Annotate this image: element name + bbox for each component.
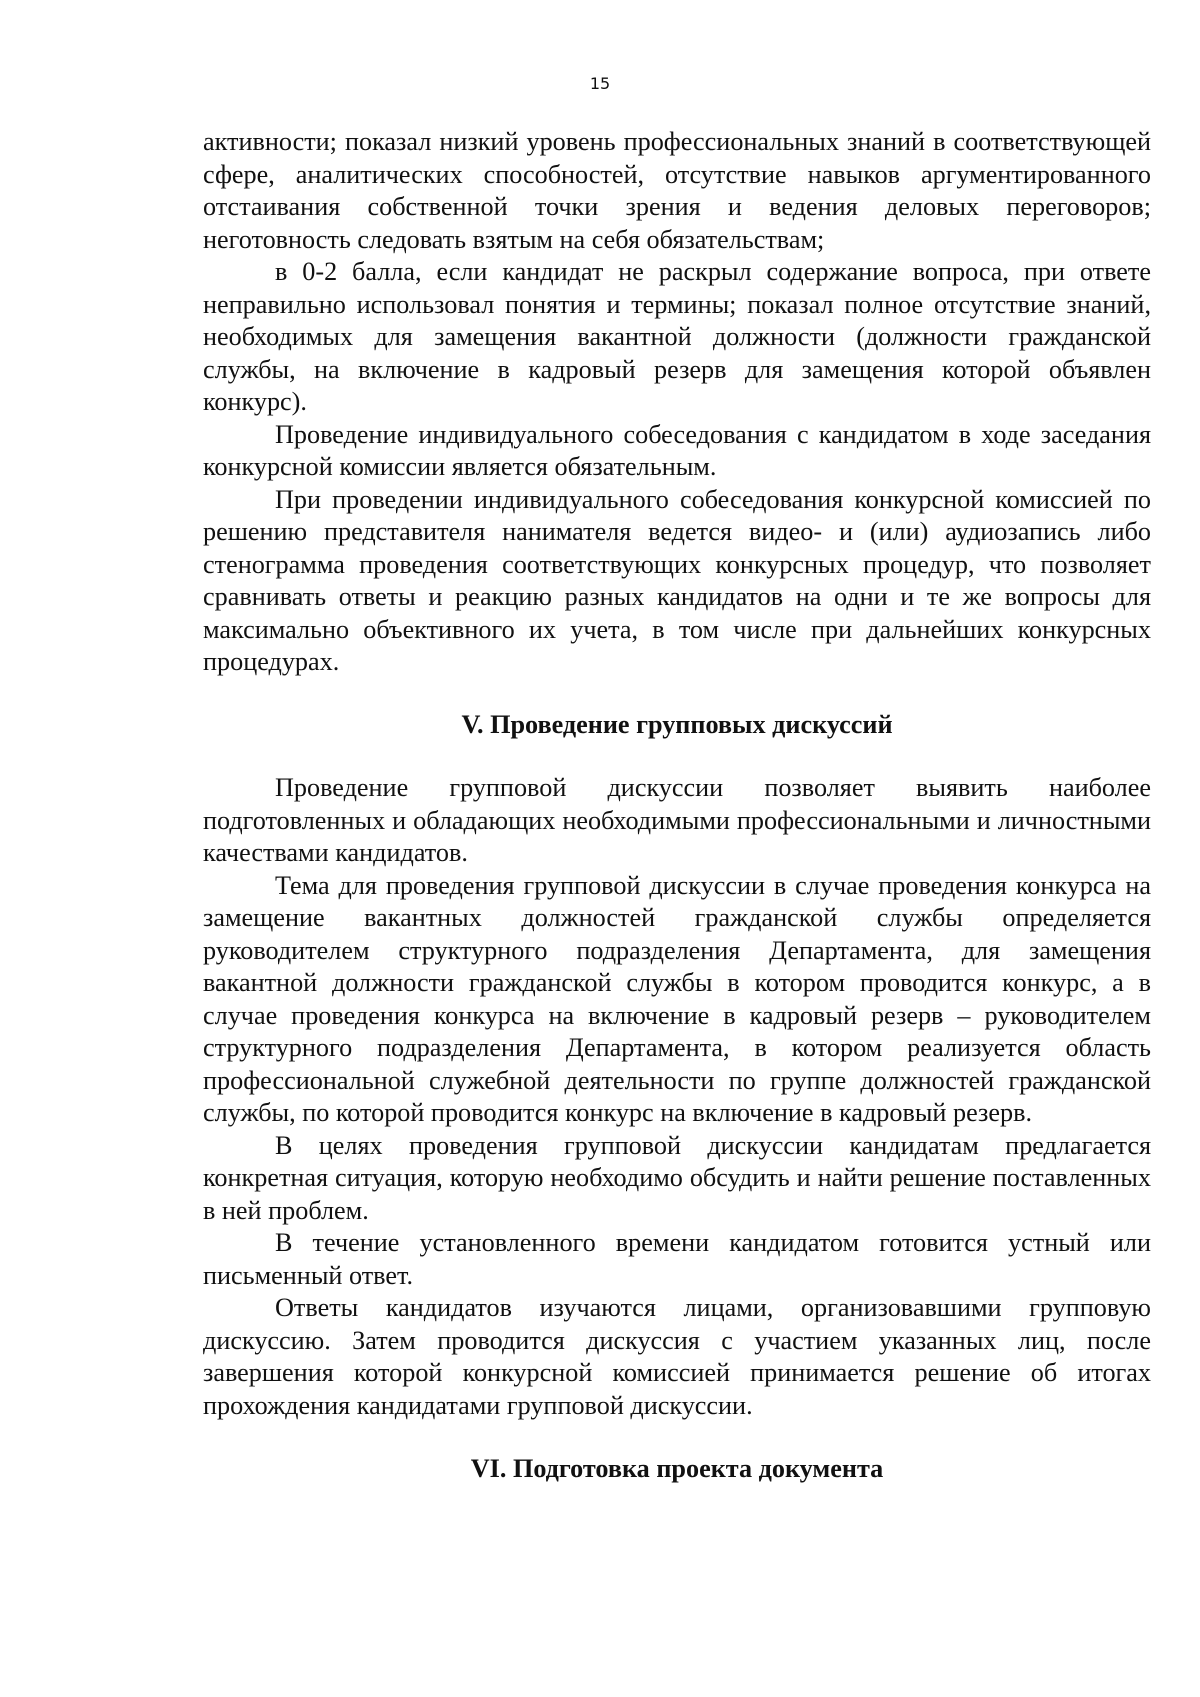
paragraph-continuation: активности; показал низкий уровень профессиональных знаний в соответствующей сфере, аналитических способностей, отсутствие навыков аргументированного отстаивания собственной точки зрения и ведения деловых переговоров; неготовность следовать взятым на себя обязательствам; <box>203 127 1151 254</box>
paragraph: В течение установленного времени кандидатом готовится устный или письменный ответ. <box>203 1228 1151 1290</box>
paragraph: Тема для проведения групповой дискуссии в случае проведения конкурса на замещение вакантных должностей гражданской службы определяется руководителем структурного подразделения Департамента, для замещения вакантной должности гражданской службы в котором проводится конкурс, а в случае проведения конкурса на включение в кадровый резерв – руководителем структурного подразделения Департамента, в котором реализуется область профессиональной служебной деятельности по группе должностей гражданской службы, по которой проводится конкурс на включение в кадровый резерв. <box>203 870 1151 1127</box>
document-body <box>203 126 1151 1486</box>
paragraph: Проведение групповой дискуссии позволяет выявить наиболее подготовленных и обладающих необходимыми профессиональными и личностными качествами кандидатов. <box>203 773 1151 867</box>
paragraph: При проведении индивидуального собеседования конкурсной комиссией по решению представителя нанимателя ведется видео- и (или) аудиозапись либо стенограмма проведения соответствующих конкурсных процедур, что позволяет сравнивать ответы и реакцию разных кандидатов на одни и те же вопросы для максимально объективного их учета, в том числе при дальнейших конкурсных процедурах. <box>203 484 1151 676</box>
paragraph: Проведение индивидуального собеседования с кандидатом в ходе заседания конкурсной комиссии является обязательным. <box>203 419 1151 481</box>
paragraph: В целях проведения групповой дискуссии кандидатам предлагается конкретная ситуация, которую необходимо обсудить и найти решение поставленных в ней проблем. <box>203 1130 1151 1225</box>
section-heading-v: V. Проведение групповых дискуссий <box>461 709 893 739</box>
section-heading-vi: VI. Подготовка проекта документа <box>470 1454 884 1483</box>
paragraph: Ответы кандидатов изучаются лицами, организовавшими групповую дискуссию. Затем проводится дискуссия с участием указанных лиц, после завершения которой конкурсной комиссией принимается решение об итогах прохождения кандидатами групповой дискуссии. <box>203 1293 1151 1420</box>
page-number: 15 <box>589 74 611 93</box>
paragraph: в 0-2 балла, если кандидат не раскрыл содержание вопроса, при ответе неправильно использовал понятия и термины; показал полное отсутствие знаний, необходимых для замещения вакантной должности (должности гражданской службы, на включение в кадровый резерв для замещения которой объявлен конкурс). <box>203 257 1151 416</box>
